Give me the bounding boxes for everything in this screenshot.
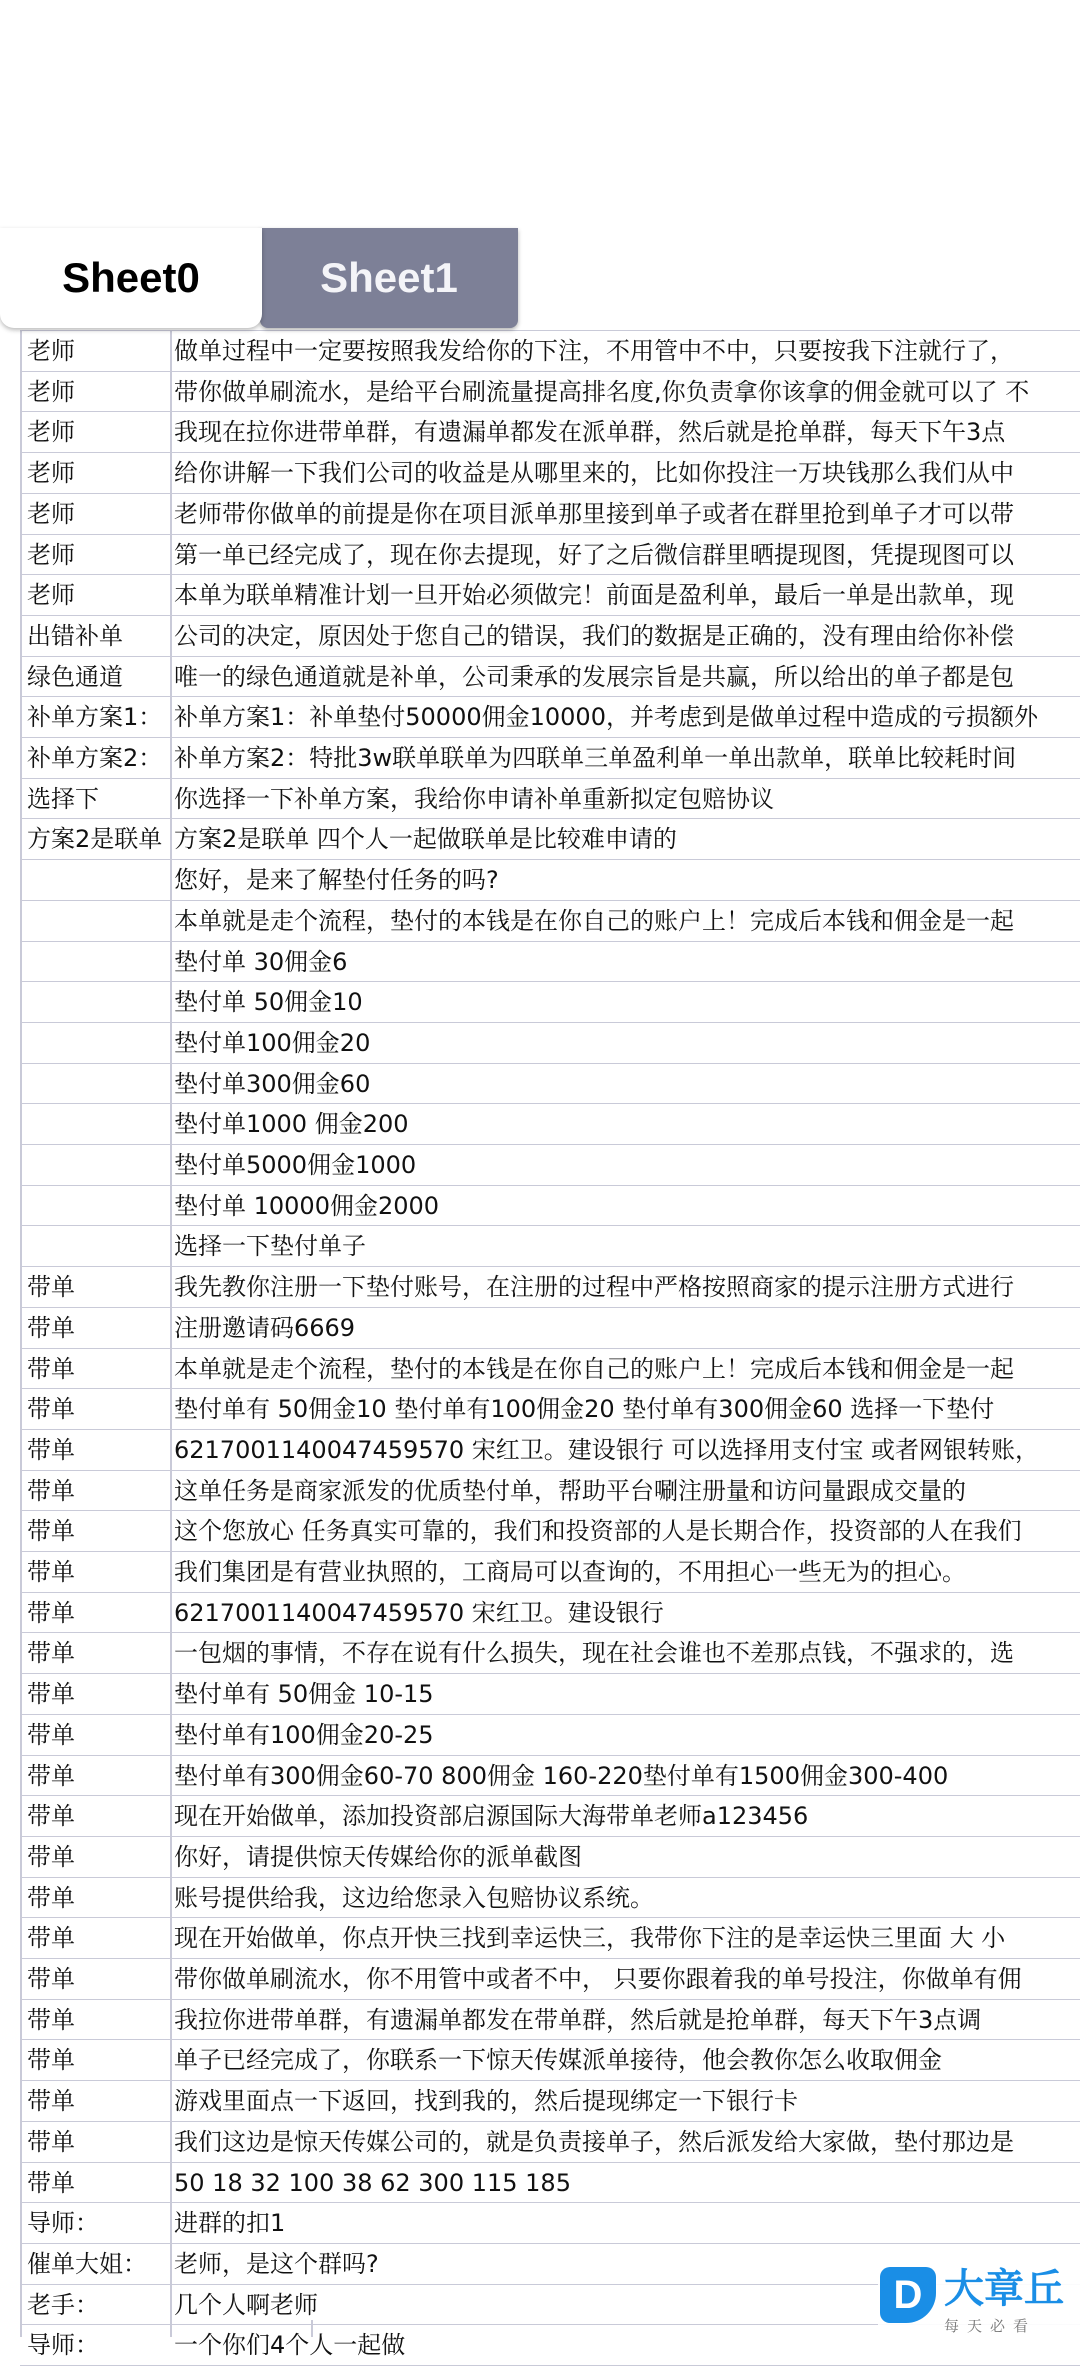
cell-column-a[interactable]: 带单 [27,2128,75,2156]
watermark-logo-icon: D [880,2267,936,2323]
cell-column-b[interactable]: 公司的决定，原因处于您自己的错误，我们的数据是正确的，没有理由给你补偿 [174,622,1014,650]
cell-column-a[interactable] [27,1104,171,1144]
watermark [878,2263,1080,2337]
cell-column-b[interactable]: 50 18 32 100 38 62 300 115 185 [174,2169,571,2197]
cell-column-a[interactable]: 老师 [27,541,75,569]
table-row [0,819,1080,859]
cell-column-b[interactable]: 垫付单300佣金60 [174,1070,371,1098]
cell-column-b[interactable]: 6217001140047459570 宋红卫。建设银行 [174,1599,664,1627]
table-row [0,1756,1080,1796]
cell-column-b[interactable]: 老师带你做单的前提是你在项目派单那里接到单子或者在群里抢到单子才可以带 [174,500,1014,528]
table-row [0,616,1080,656]
cell-column-b[interactable]: 本单就是走个流程，垫付的本钱是在你自己的账户上！完成后本钱和佣金是一起 [174,1355,1014,1383]
tab-sheet1[interactable]: Sheet1 [260,228,518,328]
cell-column-a[interactable]: 带单 [27,1721,75,1749]
cell-column-b[interactable]: 6217001140047459570 宋红卫。建设银行 可以选择用支付宝 或者网银转账， [174,1436,1040,1464]
cell-column-a[interactable]: 带单 [27,1355,75,1383]
cell-column-b[interactable]: 第一单已经完成了，现在你去提现，好了之后微信群里晒提现图，凭提现图可以 [174,541,1014,569]
table-row [0,1064,1080,1104]
cell-column-a[interactable] [27,860,171,900]
table-row [0,697,1080,737]
cell-column-a[interactable] [27,1023,171,1063]
table-row [0,1959,1080,1999]
table-row [0,982,1080,1022]
table-row [0,1471,1080,1511]
cell-column-a[interactable]: 带单 [27,1762,75,1790]
cell-column-a[interactable]: 带单 [27,1273,75,1301]
cell-column-a[interactable]: 带单 [27,1802,75,1830]
cell-column-a[interactable]: 带单 [27,2006,75,2034]
cell-column-a[interactable] [27,942,171,982]
cell-column-b[interactable]: 您好，是来了解垫付任务的吗? [174,866,499,894]
cell-column-b[interactable]: 垫付单有300佣金60-70 800佣金 160-220垫付单有1500佣金300-400 [174,1762,949,1790]
table-row [0,453,1080,493]
cell-column-b[interactable]: 这个您放心 任务真实可靠的，我们和投资部的人是长期合作，投资部的人在我们 [174,1517,1022,1545]
spreadsheet-grid [0,330,1080,2359]
cell-column-b[interactable]: 我先教你注册一下垫付账号，在注册的过程中严格按照商家的提示注册方式进行 [174,1273,1014,1301]
cell-column-a[interactable] [27,982,171,1022]
cell-column-a[interactable]: 老师 [27,459,75,487]
table-row [0,575,1080,615]
cell-column-a[interactable]: 选择下 [27,785,99,813]
cell-column-a[interactable] [27,1064,171,1104]
cell-column-b[interactable]: 垫付单有 50佣金 10-15 [174,1680,434,1708]
cell-column-b[interactable]: 方案2是联单 四个人一起做联单是比较难申请的 [174,825,677,853]
table-row [0,1674,1080,1714]
cell-column-a[interactable]: 老师 [27,581,75,609]
cell-column-a[interactable]: 绿色通道 [27,663,123,691]
cell-column-b[interactable]: 垫付单 10000佣金2000 [174,1192,440,1220]
cell-column-b[interactable]: 垫付单1000 佣金200 [174,1110,409,1138]
cell-column-b[interactable]: 进群的扣1 [174,2209,286,2237]
table-row [0,738,1080,778]
table-row [0,1389,1080,1429]
cell-column-b[interactable]: 做单过程中一定要按照我发给你的下注，不用管中不中，只要按我下注就行了， [174,337,1014,365]
cell-column-b[interactable]: 垫付单有100佣金20-25 [174,1721,434,1749]
cell-column-b[interactable]: 老师，是这个群吗? [174,2250,379,2278]
cell-column-a[interactable]: 带单 [27,1436,75,1464]
table-row [0,1593,1080,1633]
cell-column-b[interactable]: 我拉你进带单群，有遗漏单都发在带单群，然后就是抢单群，每天下午3点调 [174,2006,982,2034]
cell-column-b[interactable]: 唯一的绿色通道就是补单，公司秉承的发展宗旨是共赢，所以给出的单子都是包 [174,663,1014,691]
cell-column-b[interactable]: 这单任务是商家派发的优质垫付单，帮助平台唰注册量和访问量跟成交量的 [174,1477,966,1505]
cell-column-b[interactable]: 带你做单刷流水，你不用管中或者不中， 只要你跟着我的单号投注，你做单有佣 [174,1965,1022,1993]
cell-column-b[interactable]: 我现在拉你进带单群，有遗漏单都发在派单群，然后就是抢单群，每天下午3点 [174,418,1006,446]
cell-column-b[interactable]: 我们这边是惊天传媒公司的，就是负责接单子，然后派发给大家做，垫付那边是 [174,2128,1014,2156]
cell-column-b[interactable]: 注册邀请码6669 [174,1314,356,1342]
cell-column-a[interactable]: 老师 [27,500,75,528]
cell-column-a[interactable]: 带单 [27,1477,75,1505]
table-row [0,2122,1080,2162]
table-row [0,1511,1080,1551]
table-row [0,1308,1080,1348]
table-row [0,2163,1080,2203]
cell-column-a[interactable]: 带单 [27,1558,75,1586]
cell-column-a[interactable] [27,1145,171,1185]
cell-column-a[interactable]: 带单 [27,1965,75,1993]
cell-column-a[interactable]: 补单方案1： [27,703,163,731]
cell-column-b[interactable]: 本单就是走个流程，垫付的本钱是在你自己的账户上！完成后本钱和佣金是一起 [174,907,1014,935]
table-row [0,1104,1080,1144]
cell-column-b[interactable]: 现在开始做单，添加投资部启源国际大海带单老师a123456 [174,1802,809,1830]
cell-column-b[interactable]: 几个人啊老师 [174,2291,318,2319]
table-row [0,1633,1080,1673]
cell-column-a[interactable]: 老师 [27,378,75,406]
cell-column-a[interactable]: 出错补单 [27,622,123,650]
table-row [0,1430,1080,1470]
table-row [0,1552,1080,1592]
cell-column-a[interactable]: 老师 [27,418,75,446]
cell-column-a[interactable]: 带单 [27,2169,75,2197]
sheet-tabs [0,228,1080,328]
table-row [0,2000,1080,2040]
cell-column-b[interactable]: 我们集团是有营业执照的，工商局可以查询的，不用担心一些无为的担心。 [174,1558,966,1586]
cell-column-a[interactable]: 带单 [27,1517,75,1545]
tab-sheet0[interactable]: Sheet0 [0,228,262,328]
table-row [0,1023,1080,1063]
cell-column-b[interactable]: 给你讲解一下我们公司的收益是从哪里来的，比如你投注一万块钱那么我们从中 [174,459,1014,487]
cell-column-b[interactable]: 游戏里面点一下返回，找到我的，然后提现绑定一下银行卡 [174,2087,798,2115]
cell-column-a[interactable]: 带单 [27,1924,75,1952]
table-row [0,1145,1080,1185]
cell-column-a[interactable]: 方案2是联单 [27,825,163,853]
cell-column-a[interactable]: 带单 [27,1680,75,1708]
table-row [0,331,1080,371]
table-row [0,1837,1080,1877]
cell-column-a[interactable]: 带单 [27,1843,75,1871]
table-row [0,1878,1080,1918]
cell-column-a[interactable]: 催单大姐： [27,2250,147,2278]
table-row [0,1267,1080,1307]
table-row [0,372,1080,412]
cell-column-b[interactable]: 补单方案1：补单垫付50000佣金10000，并考虑到是做单过程中造成的亏损额外 [174,703,1038,731]
table-row [0,657,1080,697]
table-row [0,860,1080,900]
cell-column-b[interactable]: 垫付单 50佣金10 [174,988,363,1016]
watermark-subtitle: 每天必看 [944,2317,1037,2335]
cell-column-b[interactable]: 你好，请提供惊天传媒给你的派单截图 [174,1843,582,1871]
cell-column-a[interactable]: 带单 [27,2046,75,2074]
cell-column-b[interactable]: 你选择一下补单方案，我给你申请补单重新拟定包赔协议 [174,785,774,813]
table-row [0,1349,1080,1389]
cell-column-a[interactable] [27,1186,171,1226]
cell-column-b[interactable]: 选择一下垫付单子 [174,1232,366,1260]
cell-column-b[interactable]: 垫付单100佣金20 [174,1029,371,1057]
cell-column-b[interactable]: 垫付单有 50佣金10 垫付单有100佣金20 垫付单有300佣金60 选择一下垫付 [174,1395,995,1423]
cell-column-a[interactable]: 补单方案2： [27,744,163,772]
cell-column-a[interactable]: 导师： [27,2331,99,2359]
table-row [0,535,1080,575]
table-row [0,412,1080,452]
table-row [0,1226,1080,1266]
cell-column-a[interactable]: 带单 [27,1395,75,1423]
cell-column-b[interactable]: 垫付单 30佣金6 [174,948,348,976]
table-row [0,1186,1080,1226]
cell-column-b[interactable]: 一包烟的事情，不存在说有什么损失，现在社会谁也不差那点钱，不强求的，选 [174,1639,1014,1667]
cell-column-b[interactable]: 本单为联单精准计划一旦开始必须做完！前面是盈利单，最后一单是出款单，现 [174,581,1014,609]
cell-column-a[interactable]: 带单 [27,1314,75,1342]
cell-column-a[interactable]: 带单 [27,1599,75,1627]
table-row [0,1796,1080,1836]
table-row [0,901,1080,941]
cell-column-a[interactable] [27,1226,171,1266]
cell-column-a[interactable]: 老手： [27,2291,99,2319]
cell-column-a[interactable]: 老师 [27,337,75,365]
table-row [0,494,1080,534]
table-row [0,2203,1080,2243]
table-row [0,1715,1080,1755]
cell-column-b[interactable]: 现在开始做单，你点开快三找到幸运快三，我带你下注的是幸运快三里面 大 小 [174,1924,1006,1952]
cell-column-b[interactable]: 账号提供给我，这边给您录入包赔协议系统。 [174,1884,654,1912]
cell-column-a[interactable]: 带单 [27,1884,75,1912]
cell-column-a[interactable] [27,901,171,941]
cell-column-a[interactable]: 带单 [27,2087,75,2115]
cell-column-a[interactable]: 带单 [27,1639,75,1667]
cell-column-b[interactable]: 垫付单5000佣金1000 [174,1151,417,1179]
table-row [0,942,1080,982]
watermark-title: 大章丘 [944,2266,1064,2312]
table-row [0,2081,1080,2121]
cell-column-b[interactable]: 单子已经完成了，你联系一下惊天传媒派单接待，他会教你怎么收取佣金 [174,2046,942,2074]
table-row [0,779,1080,819]
table-row [0,1918,1080,1958]
cell-column-b[interactable]: 一个你们4个人一起做 [174,2331,406,2359]
cell-column-b[interactable]: 带你做单刷流水，是给平台刷流量提高排名度,你负责拿你该拿的佣金就可以了 不 [174,378,1030,406]
table-row [0,2040,1080,2080]
cell-column-a[interactable]: 导师： [27,2209,99,2237]
cell-column-b[interactable]: 补单方案2：特批3w联单联单为四联单三单盈利单一单出款单，联单比较耗时间 [174,744,1017,772]
